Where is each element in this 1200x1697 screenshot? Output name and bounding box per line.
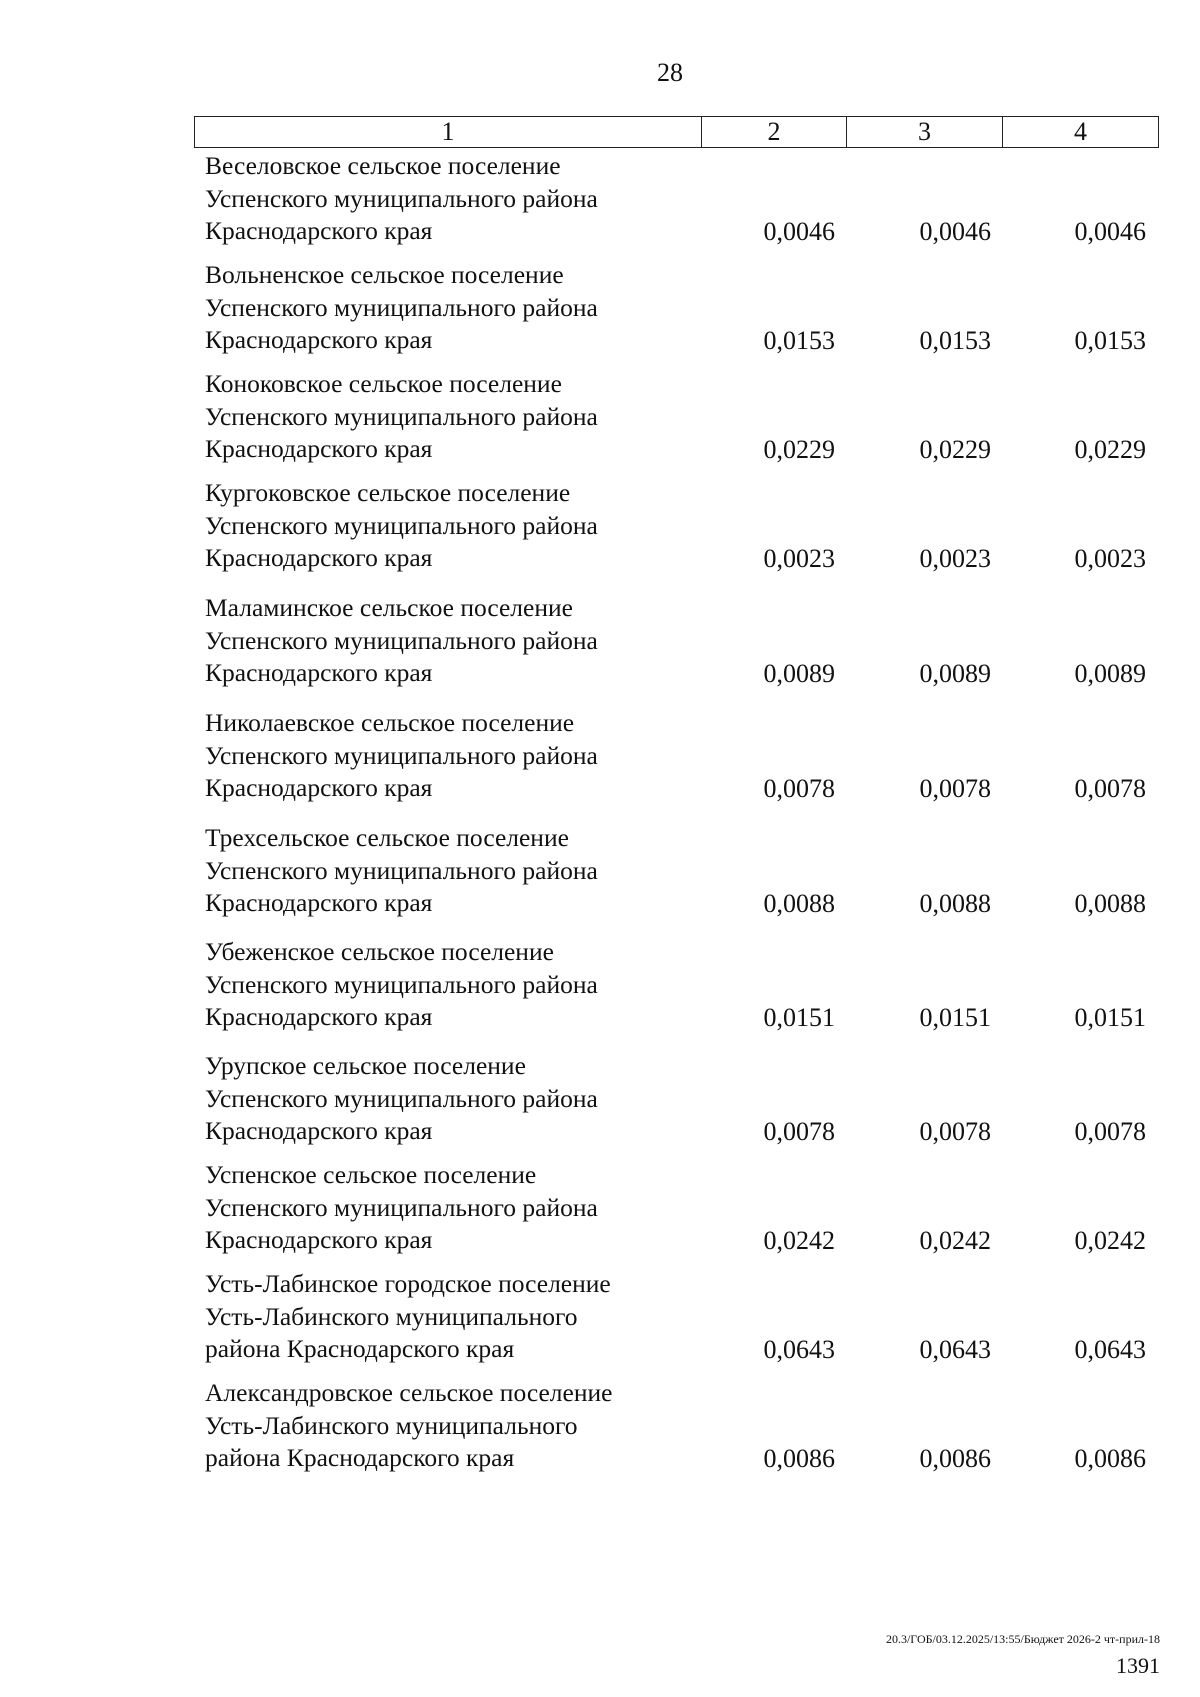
settlement-name-line: Успенского муниципального района	[205, 1192, 598, 1222]
settlement-name-line: Веселовское сельское поселение	[205, 151, 561, 180]
value-col-4: 0,0078	[1074, 774, 1146, 803]
table-row	[0, 368, 1200, 464]
settlement-name-line: Александровское сельское поселение	[205, 1378, 613, 1407]
value-col-3: 0,0242	[919, 1226, 991, 1255]
value-col-4: 0,0023	[1074, 544, 1146, 573]
value-col-3: 0,0078	[919, 774, 991, 803]
table-row	[0, 707, 1200, 803]
value-col-3: 0,0078	[919, 1117, 991, 1146]
settlement-name-line: Успенского муниципального района	[205, 740, 598, 770]
table-row	[0, 1159, 1200, 1255]
settlement-name-line: Краснодарского края	[205, 1225, 433, 1254]
settlement-name-line: Успенское сельское поселение	[205, 1160, 537, 1189]
value-col-2: 0,0088	[763, 889, 835, 918]
table-row	[0, 1050, 1200, 1146]
settlement-name-line: Успенского муниципального района	[205, 625, 598, 655]
settlement-name-line: Коноковское сельское поселение	[205, 369, 562, 398]
header-col-3: 3	[847, 117, 1003, 148]
value-col-4: 0,0643	[1074, 1335, 1146, 1364]
value-col-2: 0,0229	[763, 435, 835, 464]
value-col-2: 0,0153	[763, 326, 835, 355]
table-row	[0, 477, 1200, 573]
settlement-name	[205, 368, 705, 466]
value-col-2: 0,0643	[763, 1335, 835, 1364]
settlement-name-line: Краснодарского края	[205, 216, 433, 245]
settlement-name-line: Успенского муниципального района	[205, 292, 598, 322]
settlement-name	[205, 707, 705, 805]
value-col-4: 0,0153	[1074, 326, 1146, 355]
settlement-name	[205, 150, 705, 248]
table-row	[0, 259, 1200, 355]
settlement-name-line: района Краснодарского края	[205, 1334, 515, 1363]
value-col-2: 0,0086	[763, 1444, 835, 1473]
settlement-name-line: Урупское сельское поселение	[205, 1051, 526, 1080]
value-col-4: 0,0242	[1074, 1226, 1146, 1255]
settlement-name-line: Маламинское сельское поселение	[205, 593, 573, 622]
header-col-4: 4	[1003, 117, 1159, 148]
settlement-name-line: Усть-Лабинского муниципального	[205, 1301, 578, 1331]
settlement-name-line: Успенского муниципального района	[205, 183, 598, 213]
value-col-3: 0,0046	[919, 217, 991, 246]
settlement-name-line: Краснодарского края	[205, 658, 433, 687]
settlement-name-line: Успенского муниципального района	[205, 401, 598, 431]
value-col-3: 0,0089	[919, 659, 991, 688]
value-col-2: 0,0089	[763, 659, 835, 688]
value-col-2: 0,0242	[763, 1226, 835, 1255]
value-col-3: 0,0153	[919, 326, 991, 355]
page-number: 28	[657, 58, 683, 87]
table-row	[0, 1268, 1200, 1364]
settlement-name-line: Успенского муниципального района	[205, 855, 598, 885]
settlement-name	[205, 1050, 705, 1148]
value-col-3: 0,0023	[919, 544, 991, 573]
settlement-name-line: Краснодарского края	[205, 543, 433, 572]
value-col-4: 0,0046	[1074, 217, 1146, 246]
value-col-3: 0,0643	[919, 1335, 991, 1364]
settlement-name-line: Усть-Лабинского муниципального	[205, 1410, 578, 1440]
value-col-2: 0,0078	[763, 774, 835, 803]
value-col-4: 0,0078	[1074, 1117, 1146, 1146]
table-row	[0, 1377, 1200, 1473]
settlement-name	[205, 1377, 705, 1475]
settlement-name-line: Вольненское сельское поселение	[205, 260, 564, 289]
settlement-name-line: Краснодарского края	[205, 1116, 433, 1145]
settlement-name	[205, 1268, 705, 1366]
settlement-name-line: Краснодарского края	[205, 1002, 433, 1031]
table-header	[194, 116, 1159, 148]
header-col-2: 2	[702, 117, 847, 148]
settlement-name-line: Усть-Лабинское городское поселение	[205, 1269, 611, 1298]
value-col-4: 0,0151	[1074, 1003, 1146, 1032]
settlement-name-line: района Краснодарского края	[205, 1443, 515, 1472]
value-col-4: 0,0229	[1074, 435, 1146, 464]
settlement-name-line: Николаевское сельское поселение	[205, 708, 575, 737]
settlement-name-line: Кургоковское сельское поселение	[205, 478, 571, 507]
footer-document-code: 20.3/ГОБ/03.12.2025/13:55/Бюджет 2026-2 чт-прил-18	[885, 1632, 1160, 1646]
settlement-name-line: Успенского муниципального района	[205, 1083, 598, 1113]
settlement-name-line: Краснодарского края	[205, 888, 433, 917]
value-col-4: 0,0088	[1074, 889, 1146, 918]
settlement-name	[205, 477, 705, 575]
settlement-name	[205, 936, 705, 1034]
table-row	[0, 822, 1200, 918]
value-col-4: 0,0086	[1074, 1444, 1146, 1473]
header-col-1: 1	[195, 117, 702, 148]
value-col-2: 0,0023	[763, 544, 835, 573]
settlement-name-line: Успенского муниципального района	[205, 510, 598, 540]
footer-page-number: 1391	[1116, 1653, 1160, 1678]
value-col-2: 0,0151	[763, 1003, 835, 1032]
table-row	[0, 150, 1200, 246]
settlement-name	[205, 259, 705, 357]
settlement-name-line: Убеженское сельское поселение	[205, 937, 554, 966]
value-col-3: 0,0229	[919, 435, 991, 464]
settlement-name-line: Краснодарского края	[205, 434, 433, 463]
settlement-name	[205, 1159, 705, 1257]
value-col-2: 0,0046	[763, 217, 835, 246]
settlement-name-line: Трехсельское сельское поселение	[205, 823, 569, 852]
settlement-name	[205, 592, 705, 690]
settlement-name-line: Краснодарского края	[205, 773, 433, 802]
value-col-3: 0,0088	[919, 889, 991, 918]
settlement-name-line: Краснодарского края	[205, 325, 433, 354]
value-col-3: 0,0086	[919, 1444, 991, 1473]
table-row	[0, 936, 1200, 1032]
value-col-4: 0,0089	[1074, 659, 1146, 688]
value-col-2: 0,0078	[763, 1117, 835, 1146]
settlement-name	[205, 822, 705, 920]
table-row	[0, 592, 1200, 688]
value-col-3: 0,0151	[919, 1003, 991, 1032]
settlement-name-line: Успенского муниципального района	[205, 969, 598, 999]
